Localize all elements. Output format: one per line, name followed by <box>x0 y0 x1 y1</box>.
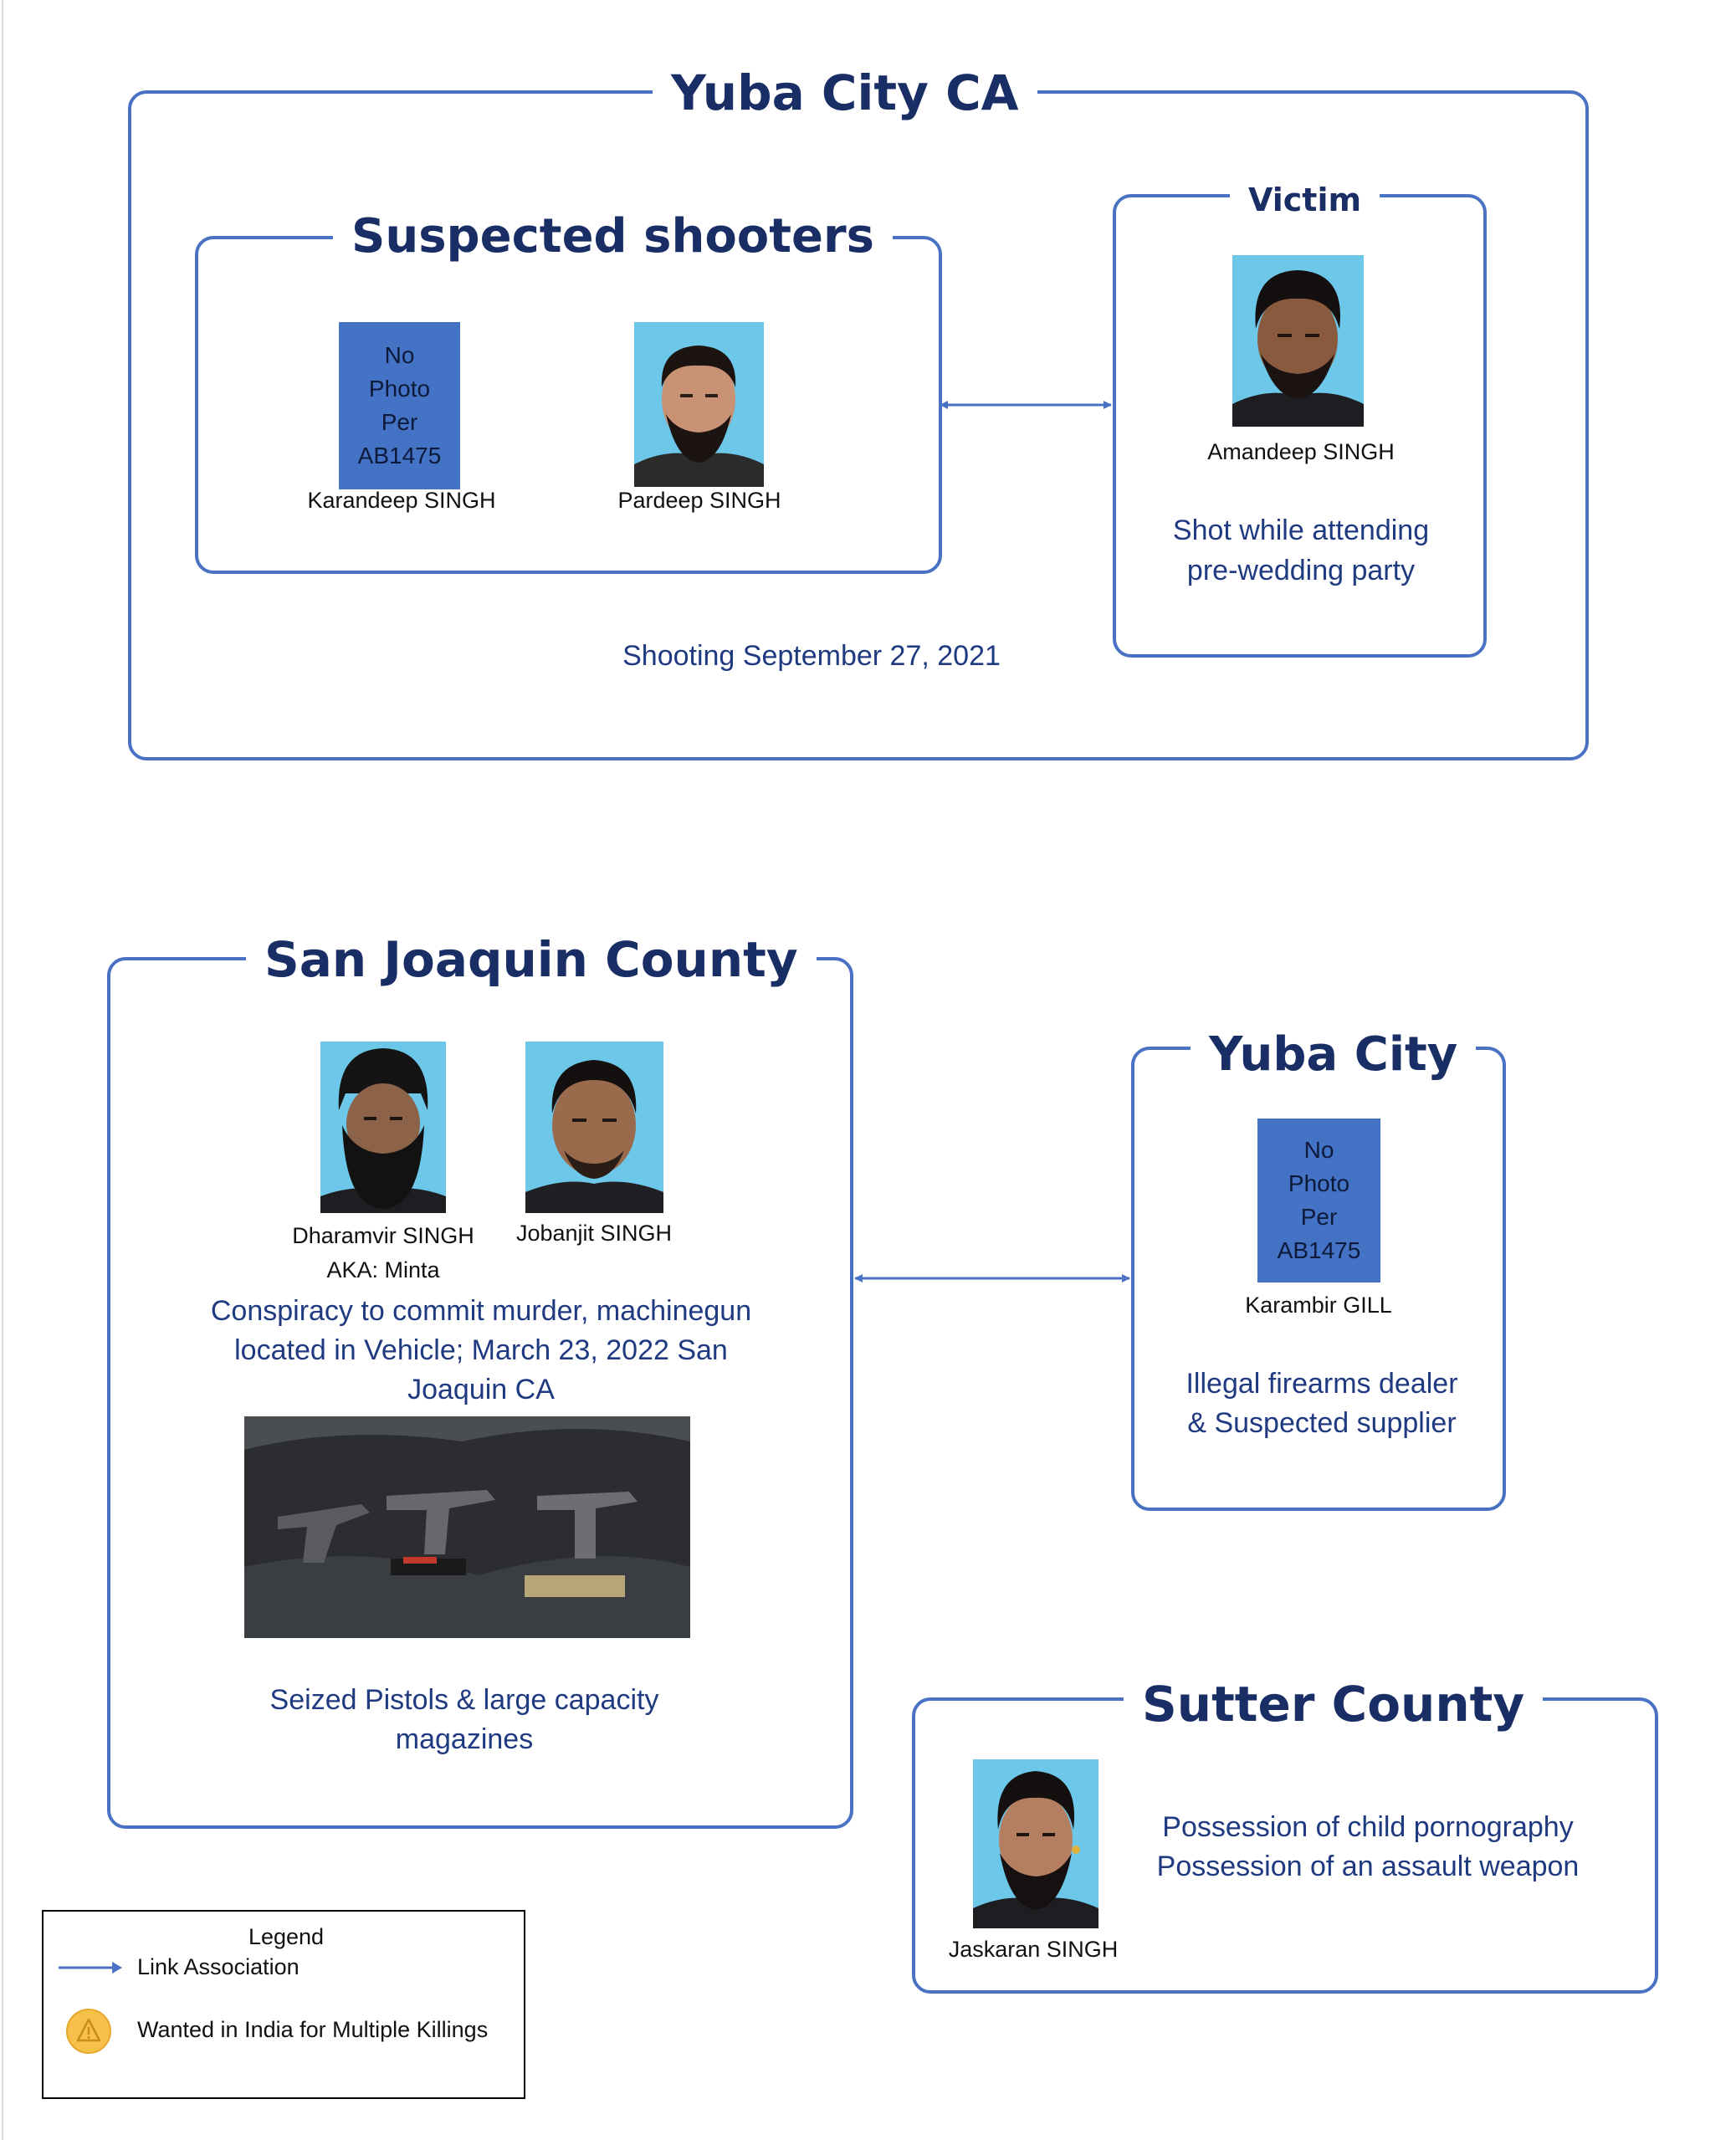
no-photo-line: Photo <box>1288 1170 1350 1196</box>
victim-description-line1: Shot while attending <box>1172 515 1430 546</box>
yuba-city-title: Yuba City <box>1191 1032 1476 1078</box>
san-joaquin-description-line3: Joaquin CA <box>407 1374 555 1405</box>
dharamvir-aka: AKA: Minta <box>326 1257 440 1282</box>
dharamvir-name: Dharamvir SINGH <box>292 1223 474 1248</box>
no-photo-line: No <box>384 342 415 368</box>
karandeep-name: Karandeep SINGH <box>307 488 496 513</box>
no-photo-line: AB1475 <box>357 443 442 468</box>
warning-icon <box>66 2009 111 2054</box>
pardeep-name: Pardeep SINGH <box>617 488 781 513</box>
amandeep-name: Amandeep SINGH <box>1207 439 1395 464</box>
seized-caption-line2: magazines <box>395 1723 534 1755</box>
legend-arrow-icon <box>57 1959 124 1976</box>
jobanjit-name: Jobanjit SINGH <box>515 1221 673 1246</box>
no-photo-line: Per <box>381 409 418 435</box>
legend-link-label: Link Association <box>137 1954 300 1979</box>
san-joaquin-description-line2: located in Vehicle; March 23, 2022 San <box>234 1334 728 1366</box>
yuba-city-ca-title: Yuba City CA <box>653 69 1037 117</box>
victim-description-line2: pre-wedding party <box>1186 555 1416 586</box>
seized-caption-line1: Seized Pistols & large capacity <box>269 1684 659 1716</box>
suspected-shooters-title: Suspected shooters <box>333 213 893 260</box>
no-photo-line: AB1475 <box>1277 1237 1361 1263</box>
sutter-county-title: Sutter County <box>1124 1680 1543 1728</box>
sutter-description-line2: Possession of an assault weapon <box>1156 1851 1580 1882</box>
jaskaran-name: Jaskaran SINGH <box>948 1937 1119 1962</box>
san-joaquin-description-line1: Conspiracy to commit murder, machinegun <box>210 1295 752 1327</box>
no-photo-line: Photo <box>368 376 431 402</box>
legend-box <box>42 1910 525 2099</box>
karambir-name: Karambir GILL <box>1245 1293 1392 1318</box>
no-photo-line: Per <box>1300 1204 1338 1230</box>
yuba-city-description-line1: Illegal firearms dealer <box>1185 1368 1458 1400</box>
victim-title: Victim <box>1230 184 1380 216</box>
sutter-description-line1: Possession of child pornography <box>1162 1811 1574 1843</box>
shooting-date: Shooting September 27, 2021 <box>622 640 1001 672</box>
legend-warning-label: Wanted in India for Multiple Killings <box>137 2017 489 2042</box>
yuba-city-description-line2: & Suspected supplier <box>1187 1407 1457 1439</box>
no-photo-line: No <box>1303 1137 1334 1163</box>
legend-title: Legend <box>248 1924 325 1949</box>
san-joaquin-title: San Joaquin County <box>246 935 817 984</box>
